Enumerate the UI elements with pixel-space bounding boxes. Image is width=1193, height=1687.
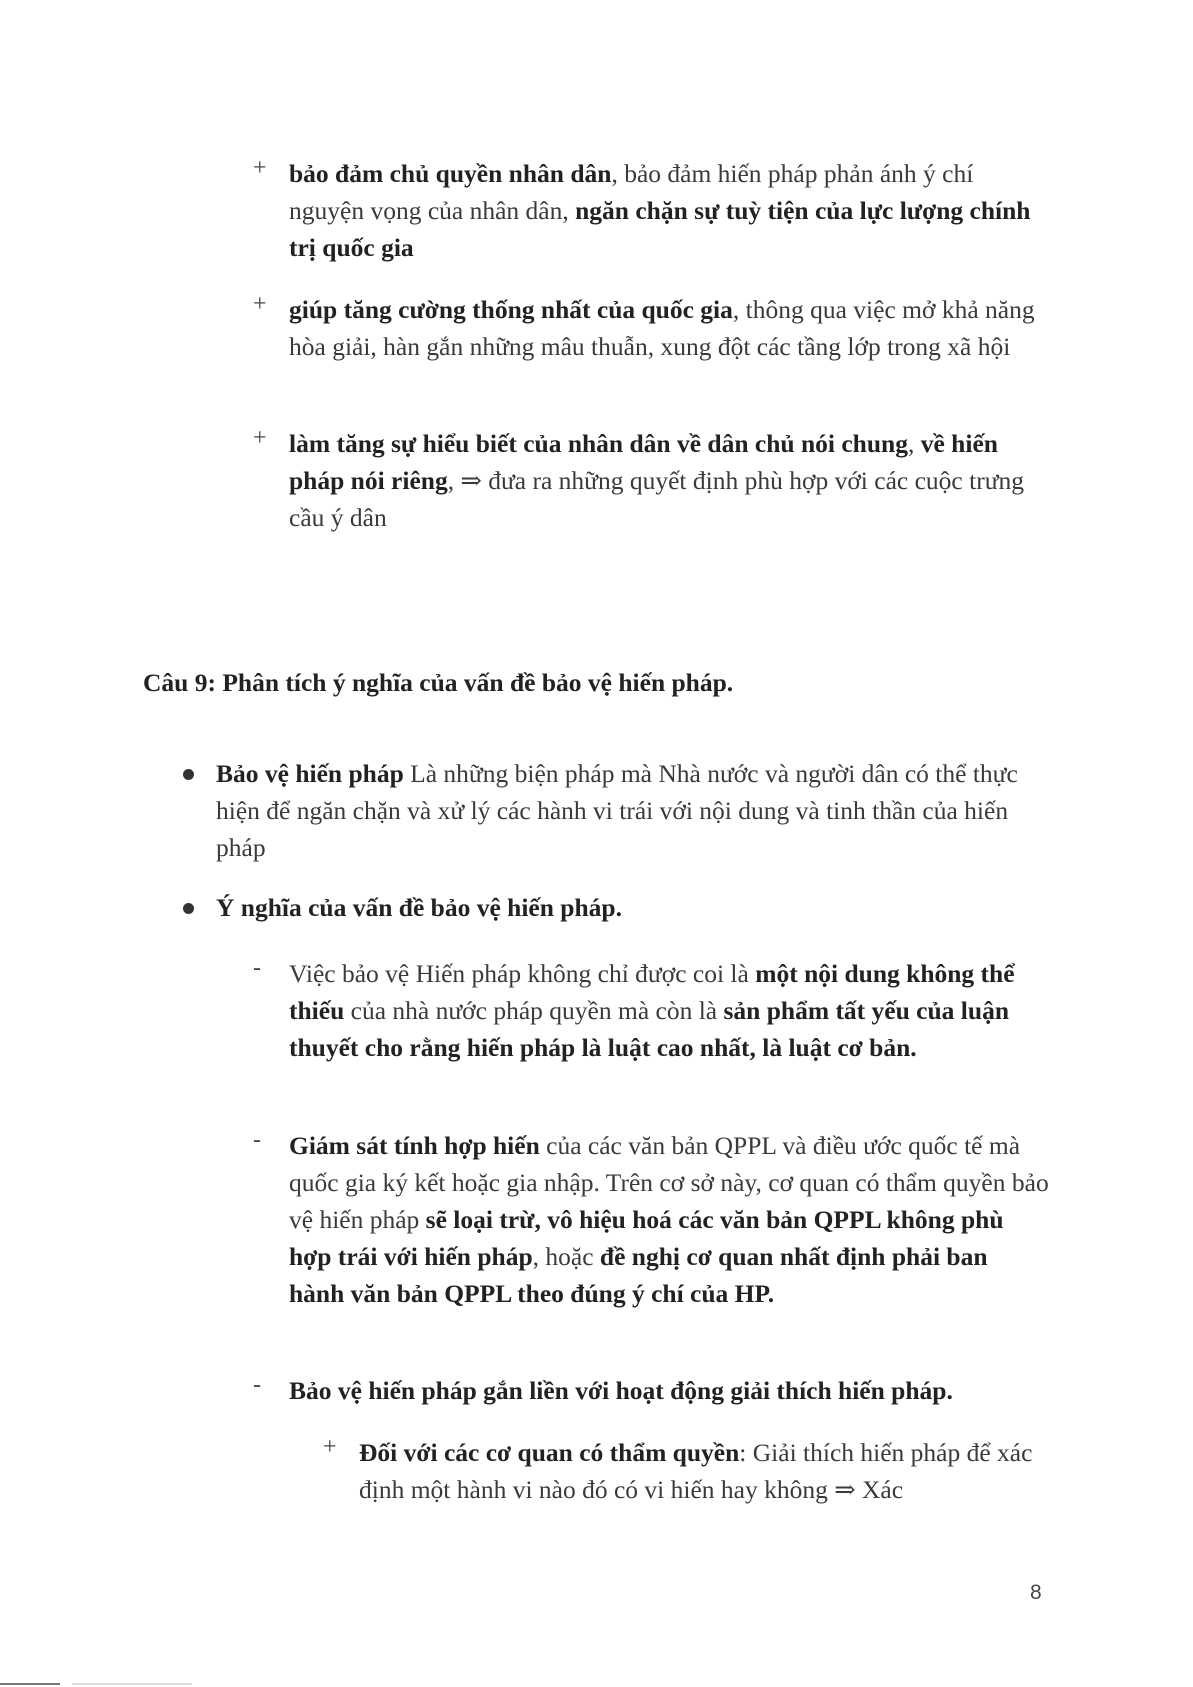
bullet-dot <box>183 903 194 914</box>
dash-item-indispensable: Việc bảo vệ Hiến pháp không chỉ được coi là một nội dung không thể thiếu của nhà nước pháp quyền mà còn là sản phẩm tất yếu của luận thuyết cho rằng hiến pháp là luật cao nhất, là luật cơ bản. <box>289 959 1015 1062</box>
dash-marker: - <box>253 955 261 981</box>
bullet-dot <box>183 769 194 780</box>
paragraph-understanding: làm tăng sự hiểu biết của nhân dân về dân chủ nói chung, về hiến pháp nói riêng, ⇒ đưa ra những quyết định phù hợp với các cuộc trưng cầu ý dân <box>289 429 1025 532</box>
footer-rule-faint <box>72 1683 192 1685</box>
bullet-significance-heading: Ý nghĩa của vấn đề bảo vệ hiến pháp. <box>216 893 622 922</box>
page-number: 8 <box>1030 1581 1042 1604</box>
question-heading: Câu 9: Phân tích ý nghĩa của vấn đề bảo vệ hiến pháp. <box>143 668 734 697</box>
paragraph-sovereignty: bảo đảm chủ quyền nhân dân, bảo đảm hiến pháp phản ánh ý chí nguyện vọng của nhân dân, ngăn chặn sự tuỳ tiện của lực lượng chính trị quốc gia <box>289 159 1031 262</box>
dash-item-constitutionality-review: Giám sát tính hợp hiến của các văn bản QPPL và điều ước quốc tế mà quốc gia ký kết hoặc gia nhập. Trên cơ sở này, cơ quan có thẩm quyền bảo vệ hiến pháp sẽ loại trừ, vô hiệu hoá các văn bản QPPL không phù hợp trái với hiến pháp, hoặc đề nghị cơ quan nhất định phải ban hành văn bản QPPL theo đúng ý chí của HP. <box>289 1131 1049 1308</box>
paragraph-unity: giúp tăng cường thống nhất của quốc gia, thông qua việc mở khả năng hòa giải, hàn gắn những mâu thuẫn, xung đột các tầng lớp trong xã hội <box>289 295 1035 361</box>
dash-item-interpretation: Bảo vệ hiến pháp gắn liền với hoạt động giải thích hiến pháp. <box>289 1376 953 1405</box>
dash-marker: - <box>253 1127 261 1153</box>
plus-marker: + <box>323 1434 337 1460</box>
footer-rule <box>0 1683 60 1685</box>
bullet-definition: Bảo vệ hiến pháp Là những biện pháp mà Nhà nước và người dân có thể thực hiện để ngăn chặn và xử lý các hành vi trái với nội dung và tinh thần của hiến pháp <box>216 759 1018 862</box>
dash-marker: - <box>253 1372 261 1398</box>
sub-item-competent-authorities: Đối với các cơ quan có thẩm quyền: Giải thích hiến pháp để xác định một hành vi nào đó có vi hiến hay không ⇒ Xác <box>359 1438 1033 1504</box>
plus-marker: + <box>253 291 267 317</box>
plus-marker: + <box>253 155 267 181</box>
plus-marker: + <box>253 425 267 451</box>
